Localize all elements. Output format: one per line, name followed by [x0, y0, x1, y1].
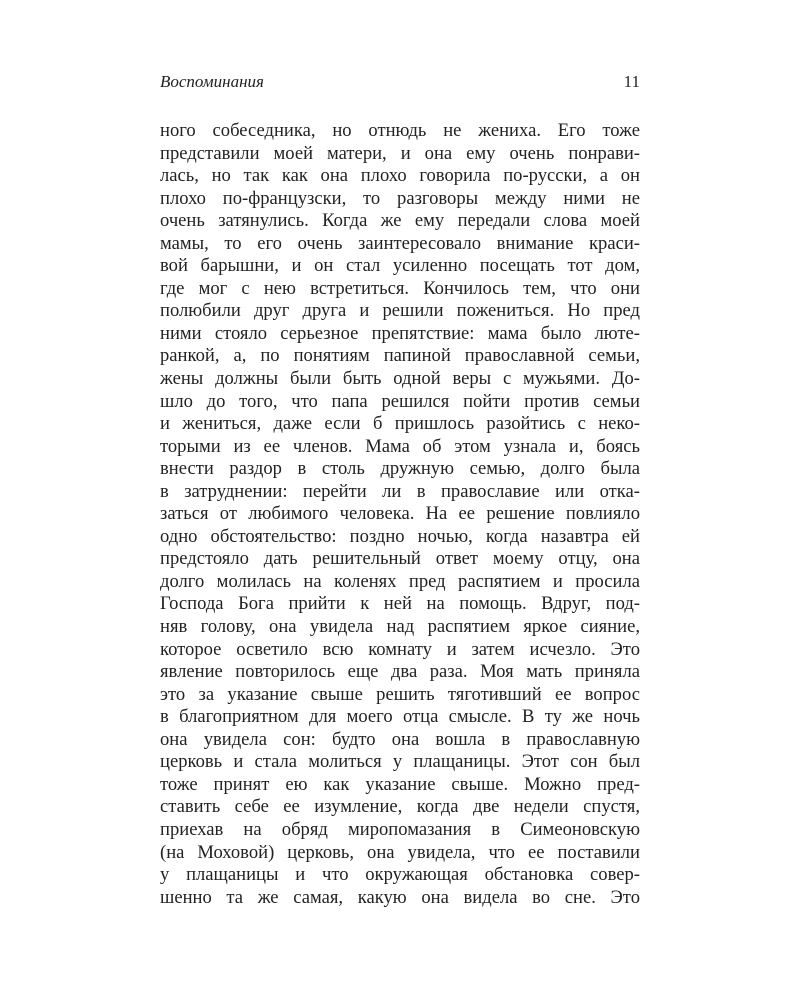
text-line: лась, но так как она плохо говорила по-русски, а он	[160, 165, 640, 187]
text-line: ного собеседника, но отнюдь не жениха. Его тоже	[160, 120, 640, 141]
text-line: полюбили друг друга и решили пожениться. Но пред	[160, 300, 640, 322]
text-line: и жениться, даже если б пришлось разойтись с неко-	[160, 413, 640, 435]
text-line: одно обстоятельство: поздно ночью, когда назавтра ей	[160, 525, 640, 547]
text-line: у плащаницы и что окружающая обстановка совер-	[160, 864, 640, 886]
text-line: очень затянулись. Когда же ему передали слова моей	[160, 210, 640, 232]
text-line: это за указание свыше решить тяготивший ее вопрос	[160, 683, 640, 705]
text-line: ставить себе ее изумление, когда две недели спустя,	[160, 796, 640, 818]
text-line: ними стояло серьезное препятствие: мама было люте-	[160, 322, 640, 344]
text-line: жены должны были быть одной веры с мужьями. До-	[160, 368, 640, 390]
text-line: представили моей матери, и она ему очень понрави-	[160, 142, 640, 164]
text-line: (на Моховой) церковь, она увидела, что ее поставили	[160, 841, 640, 863]
body-text	[160, 120, 640, 909]
text-line: которое осветило всю комнату и затем исчезло. Это	[160, 638, 640, 660]
text-line: в затруднении: перейти ли в православие или отка-	[160, 480, 640, 502]
text-line: явление повторилось еще два раза. Моя мать приняла	[160, 661, 640, 683]
text-line: внести раздор в столь дружную семью, долго была	[160, 458, 640, 480]
text-line: вой барышни, и он стал усиленно посещать тот дом,	[160, 255, 640, 277]
text-line: торыми из ее членов. Мама об этом узнала и, боясь	[160, 435, 640, 457]
text-line: долго молилась на коленях пред распятием и просила	[160, 570, 640, 592]
text-line: церковь и стала молиться у плащаницы. Этот сон был	[160, 751, 640, 773]
text-line: где мог с нею встретиться. Кончилось тем, что они	[160, 277, 640, 299]
text-line: ранкой, а, по понятиям папиной православной семьи,	[160, 345, 640, 367]
page-number: 11	[623, 72, 640, 91]
text-line: в благоприятном для моего отца смысле. В ту же ночь	[160, 706, 640, 728]
text-line: мамы, то его очень заинтересовало внимание краси-	[160, 232, 640, 254]
text-line: шло до того, что папа решился пойти против семьи	[160, 390, 640, 412]
text-line: няв голову, она увидела над распятием яркое сияние,	[160, 616, 640, 638]
text-line: приехав на обряд миропомазания в Симеоновскую	[160, 818, 640, 840]
text-line: она увидела сон: будто она вошла в православную	[160, 728, 640, 750]
text-line: заться от любимого человека. На ее решение повлияло	[160, 503, 640, 525]
text-line: Господа Бога прийти к ней на помощь. Вдруг, под-	[160, 593, 640, 615]
text-line: предстояло дать решительный ответ моему отцу, она	[160, 548, 640, 570]
page-header	[160, 72, 640, 98]
text-line: тоже принят ею как указание свыше. Можно пред-	[160, 773, 640, 795]
text-line: шенно та же самая, какую она видела во сне. Это	[160, 886, 640, 908]
running-title: Воспоминания	[160, 72, 264, 91]
text-line: плохо по-французски, то разговоры между ними не	[160, 187, 640, 209]
